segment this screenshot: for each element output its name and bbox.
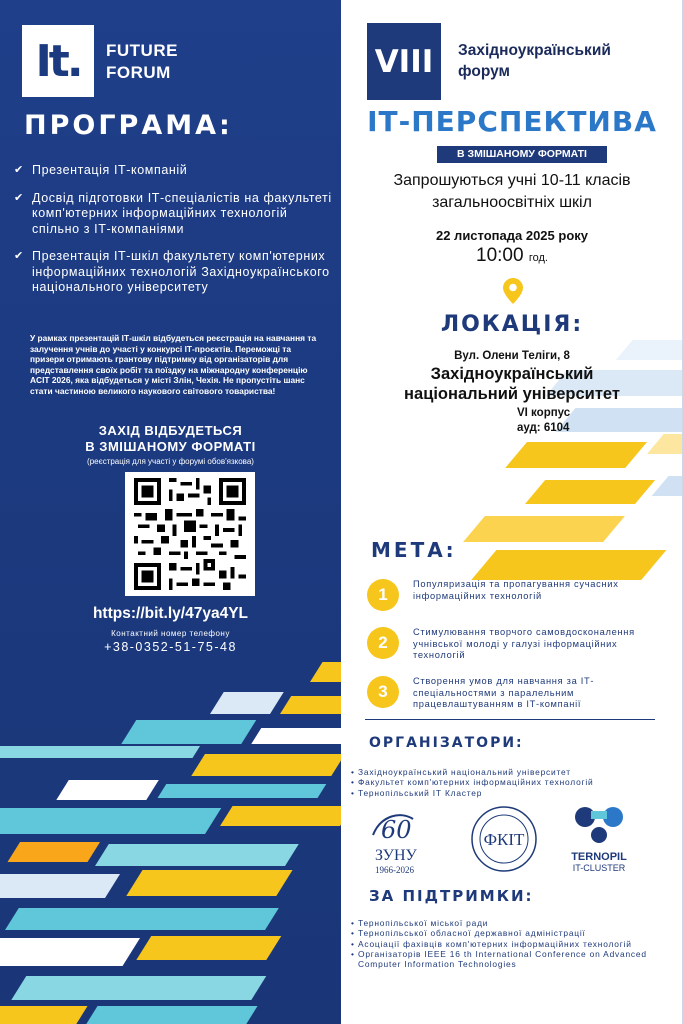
- it-cluster-logo: [571, 807, 627, 873]
- decorative-stripes: [0, 650, 341, 1024]
- room: ауд: 6104: [517, 422, 570, 434]
- organizer-item: • Західноукраїнський національний університет: [351, 767, 671, 777]
- location-pin-icon: [503, 278, 523, 304]
- registration-link[interactable]: https://bit.ly/47ya4YL: [92, 605, 249, 622]
- goal-text: Популяризація та пропагування сучасних інформаційних технологій: [413, 579, 619, 601]
- event-date: 22 листопада 2025 року: [435, 228, 588, 243]
- right-panel: [341, 0, 683, 1024]
- building: VI корпус: [517, 407, 571, 419]
- fkit-logo: [472, 807, 536, 871]
- program-item: [14, 249, 334, 296]
- university-line-1: Західноукраїнський: [430, 365, 594, 383]
- organizers-title: ОРГАНІЗАТОРИ:: [369, 735, 524, 751]
- organizer-logos: [367, 805, 667, 885]
- invite-line-2: загальноосвітніх шкіл: [432, 194, 592, 211]
- organizers-list: [351, 767, 671, 798]
- qr-code[interactable]: [125, 472, 255, 596]
- check-icon: ✔: [14, 250, 24, 262]
- zunu-name: ЗУНУ: [375, 847, 417, 864]
- logo-line-1: FUTURE: [106, 41, 178, 60]
- cluster-line-1: TERNOPIL: [571, 851, 627, 863]
- program-item-text: Презентація ІТ-шкіл факультету комп'ютерних інформаційних технологій Західноукраїнського національного університету: [32, 249, 330, 294]
- university-line-2: національний університет: [404, 385, 620, 403]
- support-item: • Організаторів IEEE 16 th International Conference on Advanced Computer Information Technologies: [351, 949, 671, 970]
- program-item: [14, 163, 334, 179]
- organizer-item: • Факультет комп'ютерних інформаційних технологій: [351, 777, 671, 787]
- contact-label: Контактний номер телефону: [111, 629, 230, 638]
- event-time: [341, 245, 683, 267]
- divider: [365, 719, 655, 720]
- check-icon: ✔: [14, 164, 24, 176]
- check-icon: ✔: [14, 191, 24, 204]
- logo-line-2: FORUM: [106, 63, 171, 82]
- goals-title: МЕТА:: [371, 538, 457, 562]
- future-forum-logo: [22, 25, 94, 97]
- zunu-logo: [373, 815, 418, 875]
- format-badge: В ЗМІШАНОМУ ФОРМАТІ: [437, 146, 607, 163]
- zunu-years: 1966-2026: [375, 865, 414, 875]
- organizer-item: • Тернопільський ІТ Кластер: [351, 788, 671, 798]
- event-line-1: ЗАХІД ВІДБУДЕТЬСЯ: [98, 423, 243, 438]
- left-panel: [0, 0, 341, 1024]
- edition-badge: VIII: [367, 23, 441, 100]
- fkit-monogram: ФКІТ: [483, 830, 525, 849]
- goal-number: 1: [367, 579, 399, 611]
- event-heading: [0, 423, 341, 455]
- invitation: [341, 170, 683, 214]
- time-unit: год.: [528, 252, 548, 264]
- program-item: [14, 191, 334, 238]
- qr-code-graphic: [131, 478, 249, 590]
- info-paragraph: У рамках презентацій ІТ-шкіл відбудеться реєстрація на навчання та залучення учнів до участі у конкурсі ІТ-проєктів. Переможці та призери отримають грантову підтримку від організаторів для представлення своїх робіт та поїздку на міжнародну конференцію ACIT 2026, яка відбудеться у місті Злін, Чехія. Не пропустіть шанс стати частиною великого наукового світового товариства!: [30, 333, 317, 396]
- support-list: [351, 918, 671, 969]
- program-item-text: Презентація ІТ-компаній: [32, 163, 188, 177]
- forum-line-2: форум: [458, 63, 510, 80]
- registration-note: (реєстрація для участі у форумі обов'язкова): [87, 457, 254, 466]
- contact-phone[interactable]: +38-0352-51-75-48: [104, 640, 237, 654]
- cluster-line-2: IT-CLUSTER: [572, 863, 626, 873]
- program-list: [14, 163, 334, 308]
- building-info: [517, 406, 570, 436]
- event-line-2: В ЗМІШАНОМУ ФОРМАТІ: [85, 439, 256, 454]
- program-item-text: Досвід підготовки ІТ-спеціалістів на факультеті комп'ютерних інформаційних технологій спільно з ІТ-компаніями: [32, 190, 332, 236]
- location-title: ЛОКАЦІЯ:: [440, 312, 584, 337]
- support-item: • Асоціації фахівців комп'ютерних інформаційних технологій: [351, 939, 671, 949]
- goal-text: Створення умов для навчання за ІТ-спеціальностями з паралельним працевлаштуванням в ІТ-компанії: [413, 676, 595, 709]
- forum-name: [458, 40, 611, 82]
- time-value: 10:00: [476, 245, 524, 266]
- program-title: ПРОГРАМА:: [24, 110, 233, 141]
- invite-line-1: Запрошуються учні 10-11 класів: [393, 172, 631, 189]
- street-address: Вул. Олени Теліги, 8: [454, 350, 570, 362]
- university-name: [341, 364, 683, 404]
- support-title: ЗА ПІДТРИМКИ:: [369, 887, 534, 905]
- logo-glyph: It.: [35, 35, 81, 87]
- support-item: • Тернопільської міської ради: [351, 918, 671, 928]
- zunu-anniversary: 60: [381, 816, 412, 844]
- goal-number: 3: [367, 676, 399, 708]
- event-title: ІТ-ПЕРСПЕКТИВА: [367, 105, 657, 138]
- logo-text: [106, 40, 178, 84]
- support-item: • Тернопільської обласної державної адміністрації: [351, 928, 671, 938]
- goal-text: Стимулювання творчого самовдосконалення учнівської молоді у галузі інформаційних технологій: [413, 627, 635, 660]
- forum-line-1: Західноукраїнський: [458, 42, 611, 59]
- goal-number: 2: [367, 627, 399, 659]
